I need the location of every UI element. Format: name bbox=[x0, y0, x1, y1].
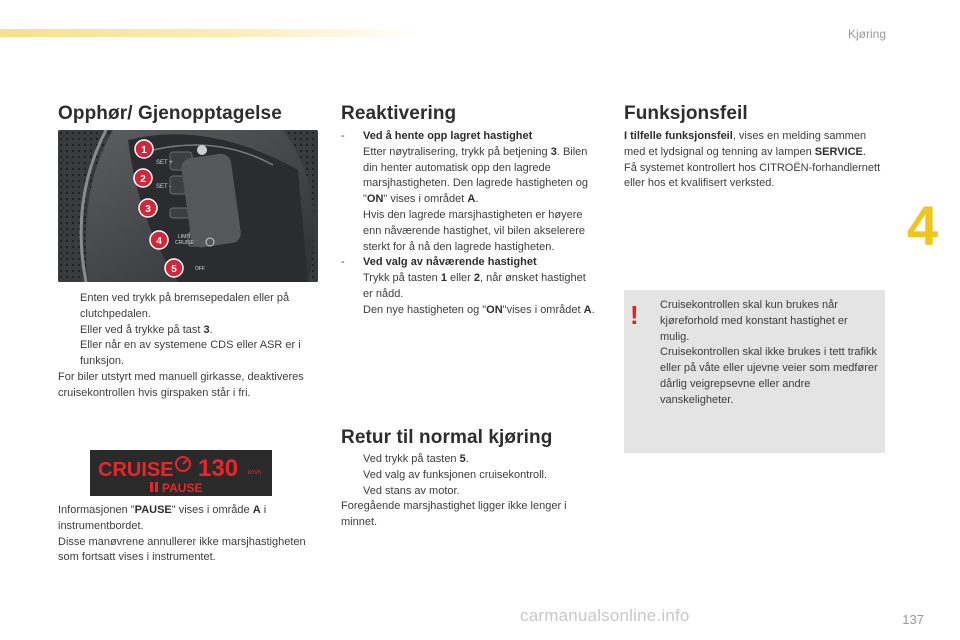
list-item: Eller ved å trykke på tast 3. bbox=[80, 323, 213, 336]
badge-1 bbox=[135, 140, 153, 158]
set-plus-text: SET + bbox=[156, 160, 173, 166]
col2-body bbox=[341, 129, 597, 319]
manual-gearbox-note: For biler utstyrt med manuell girkasse, deaktiveres cruisekontrollen hvis girspaken står i fri. bbox=[58, 370, 304, 399]
title-opphor: Opphør/ Gjenopptagelse bbox=[58, 103, 282, 124]
badge-3 bbox=[139, 199, 157, 217]
display-pause: PAUSE bbox=[162, 481, 203, 495]
cruise-pause-display bbox=[90, 450, 272, 496]
title-reaktivering: Reaktivering bbox=[341, 103, 457, 124]
col1-body bbox=[58, 291, 320, 402]
header-accent-bar bbox=[0, 29, 420, 37]
section-label: Kjøring bbox=[847, 27, 886, 41]
warning-text bbox=[660, 298, 878, 409]
service-paragraph: Få systemet kontrollert hos CITROËN-forhandlernett eller hos et kvalifisert verksted. bbox=[624, 161, 881, 190]
svg-text:4: 4 bbox=[156, 236, 162, 247]
display-unit: km/h bbox=[248, 470, 262, 476]
list-item: Enten ved trykk på bremsepedalen eller på clutchpedalen. bbox=[80, 292, 290, 320]
col3-body bbox=[624, 129, 886, 192]
off-text: OFF bbox=[195, 266, 205, 272]
watermark: carmanualsonline.info bbox=[520, 606, 690, 625]
title-retur: Retur til normal kjøring bbox=[341, 427, 553, 448]
list-item: Ved valg av funksjonen cruisekontroll. bbox=[363, 468, 548, 481]
page-number: 137 bbox=[902, 612, 924, 627]
display-cruise-text: CRUISE bbox=[98, 459, 174, 481]
list-item: - Ved å hente opp lagret hastighet Etter nøytralisering, trykk på betjening 3. Bilen din henter automatisk opp den lagrede marsjhastigheten. Den lagrede hastigheten og "ON" vises i området A. Hvis den lagrede marsjhastigheten er høyere enn nåværende hastighet, vil bilen akselerere sterkt for å nå den lagrede hastigheten. bbox=[341, 130, 589, 253]
chapter-number: 4 bbox=[906, 194, 938, 257]
memory-note: Foregående marsjhastighet ligger ikke lenger i minnet. bbox=[341, 500, 567, 529]
pause-info: Informasjonen "PAUSE" vises i område A i instrumentbordet. bbox=[58, 504, 267, 532]
set-minus-text: SET - bbox=[156, 184, 172, 190]
warning-text-1: Cruisekontrollen skal kun brukes når kjøreforhold med konstant hastighet er mulig. bbox=[660, 299, 848, 343]
svg-text:5: 5 bbox=[171, 264, 177, 275]
warning-icon: ! bbox=[630, 300, 639, 330]
steering-wheel-photo bbox=[58, 130, 318, 282]
badge-4 bbox=[150, 231, 168, 249]
list-item: Eller når en av systemene CDS eller ASR er i funksjon. bbox=[80, 339, 301, 368]
title-funksjonsfeil: Funksjonsfeil bbox=[624, 103, 748, 124]
badge-2 bbox=[134, 169, 152, 187]
list-item: - Ved valg av nåværende hastighet Trykk på tasten 1 eller 2, når ønsket hastighet er nådd. Den nye hastigheten og "ON"vises i området A. bbox=[341, 256, 595, 316]
list-item: Ved stans av motor. bbox=[363, 484, 460, 497]
svg-text:2: 2 bbox=[140, 174, 146, 185]
cruise-text: CRUISE bbox=[175, 240, 194, 246]
svg-text:3: 3 bbox=[145, 204, 151, 215]
limit-text: LIMIT bbox=[178, 234, 191, 240]
fault-paragraph: I tilfelle funksjonsfeil, vises en melding sammen med et lydsignal og tenning av lampen SERVICE. bbox=[624, 130, 867, 158]
pause-info-2: Disse manøvrene annullerer ikke marsjhastigheten som fortsatt vises i instrumentet. bbox=[58, 535, 306, 564]
pause-icon bbox=[150, 482, 153, 492]
col1-info bbox=[58, 503, 320, 566]
display-speed: 130 bbox=[198, 455, 239, 482]
svg-text:1: 1 bbox=[141, 145, 147, 156]
col2-retur-body bbox=[341, 452, 597, 531]
list-item: Ved trykk på tasten 5. bbox=[363, 453, 469, 465]
badge-5 bbox=[165, 259, 183, 277]
warning-text-2: Cruisekontrollen skal ikke brukes i tett trafikk eller på våte eller ujevne veier som medfører dårlig veigrepsevne eller andre vanskeligheter. bbox=[660, 346, 878, 406]
